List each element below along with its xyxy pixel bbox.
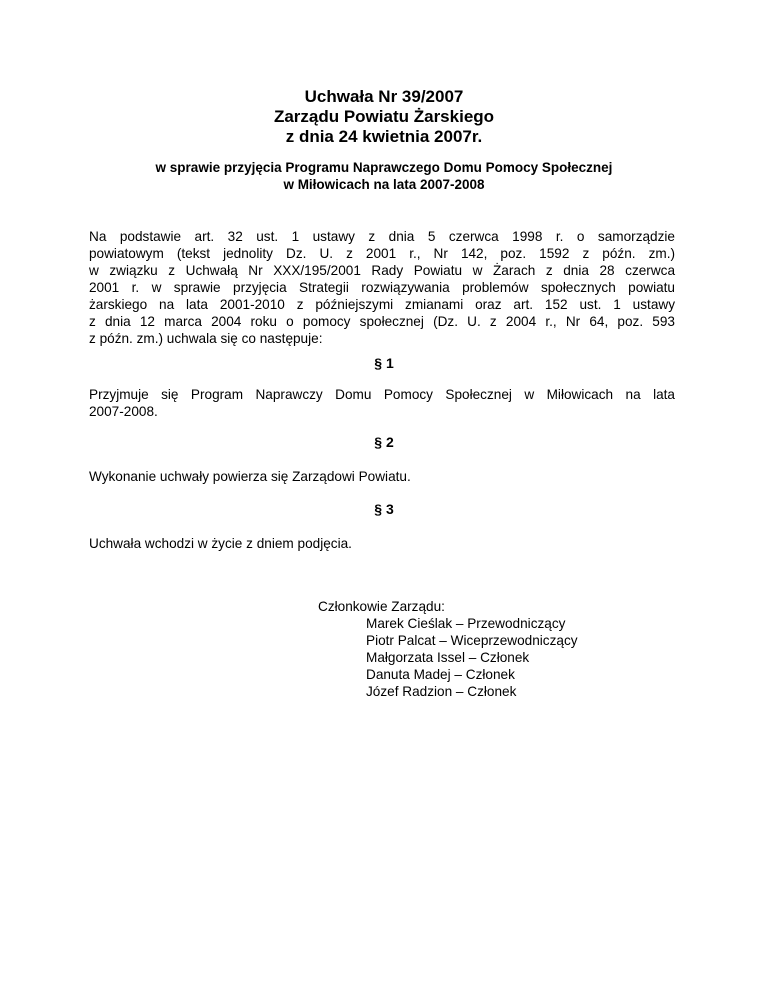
paragraph-line: 2007-2008. [89,404,158,419]
paragraph-line: 2001 r. w sprawie przyjęcia Strategii rozwiązywania problemów społecznych powiatu [89,280,675,295]
board-member: Józef Radzion – Członek [366,684,517,699]
section-2-text [89,468,675,485]
paragraph-line: Przyjmuje się Program Naprawczy Domu Pomocy Społecznej w Miłowicach na lata [89,387,675,402]
paragraph-line: żarskiego na lata 2001-2010 z późniejszymi zmianami oraz art. 152 ust. 1 ustawy [89,297,675,312]
board-member: Danuta Madej – Członek [366,667,515,682]
section-3-text [89,535,675,552]
section-1-text [89,386,675,420]
board-member: Małgorzata Issel – Członek [366,650,530,665]
resolution-subject [0,159,768,193]
resolution-date: z dnia 24 kwietnia 2007r. [285,127,483,146]
section-2-mark: § 2 [374,434,394,450]
section-3-mark: § 3 [374,501,394,517]
resolution-number: Uchwała Nr 39/2007 [304,87,464,106]
legal-basis-paragraph [89,228,675,347]
paragraph-line: Wykonanie uchwały powierza się Zarządowi Powiatu. [89,469,411,484]
board-members-heading: Członkowie Zarządu: [318,599,445,614]
subject-line: w Miłowicach na lata 2007-2008 [283,177,485,192]
section-1-mark: § 1 [374,355,394,371]
issuing-body: Zarządu Powiatu Żarskiego [273,107,495,126]
board-member: Marek Cieślak – Przewodniczący [366,616,566,631]
resolution-title [0,87,768,147]
board-members-block [318,598,578,700]
paragraph-line: z późn. zm.) uchwala się co następuje: [89,331,323,346]
paragraph-line: z dnia 12 marca 2004 roku o pomocy społecznej (Dz. U. z 2004 r., Nr 64, poz. 593 [89,314,675,329]
board-member: Piotr Palcat – Wiceprzewodniczący [366,633,578,648]
paragraph-line: powiatowym (tekst jednolity Dz. U. z 2001 r., Nr 142, poz. 1592 z późn. zm.) [89,246,675,261]
paragraph-line: Na podstawie art. 32 ust. 1 ustawy z dnia 5 czerwca 1998 r. o samorządzie [89,229,675,244]
paragraph-line: w związku z Uchwałą Nr XXX/195/2001 Rady Powiatu w Żarach z dnia 28 czerwca [89,263,675,278]
subject-line: w sprawie przyjęcia Programu Naprawczego Domu Pomocy Społecznej [155,160,613,175]
paragraph-line: Uchwała wchodzi w życie z dniem podjęcia. [89,536,352,551]
